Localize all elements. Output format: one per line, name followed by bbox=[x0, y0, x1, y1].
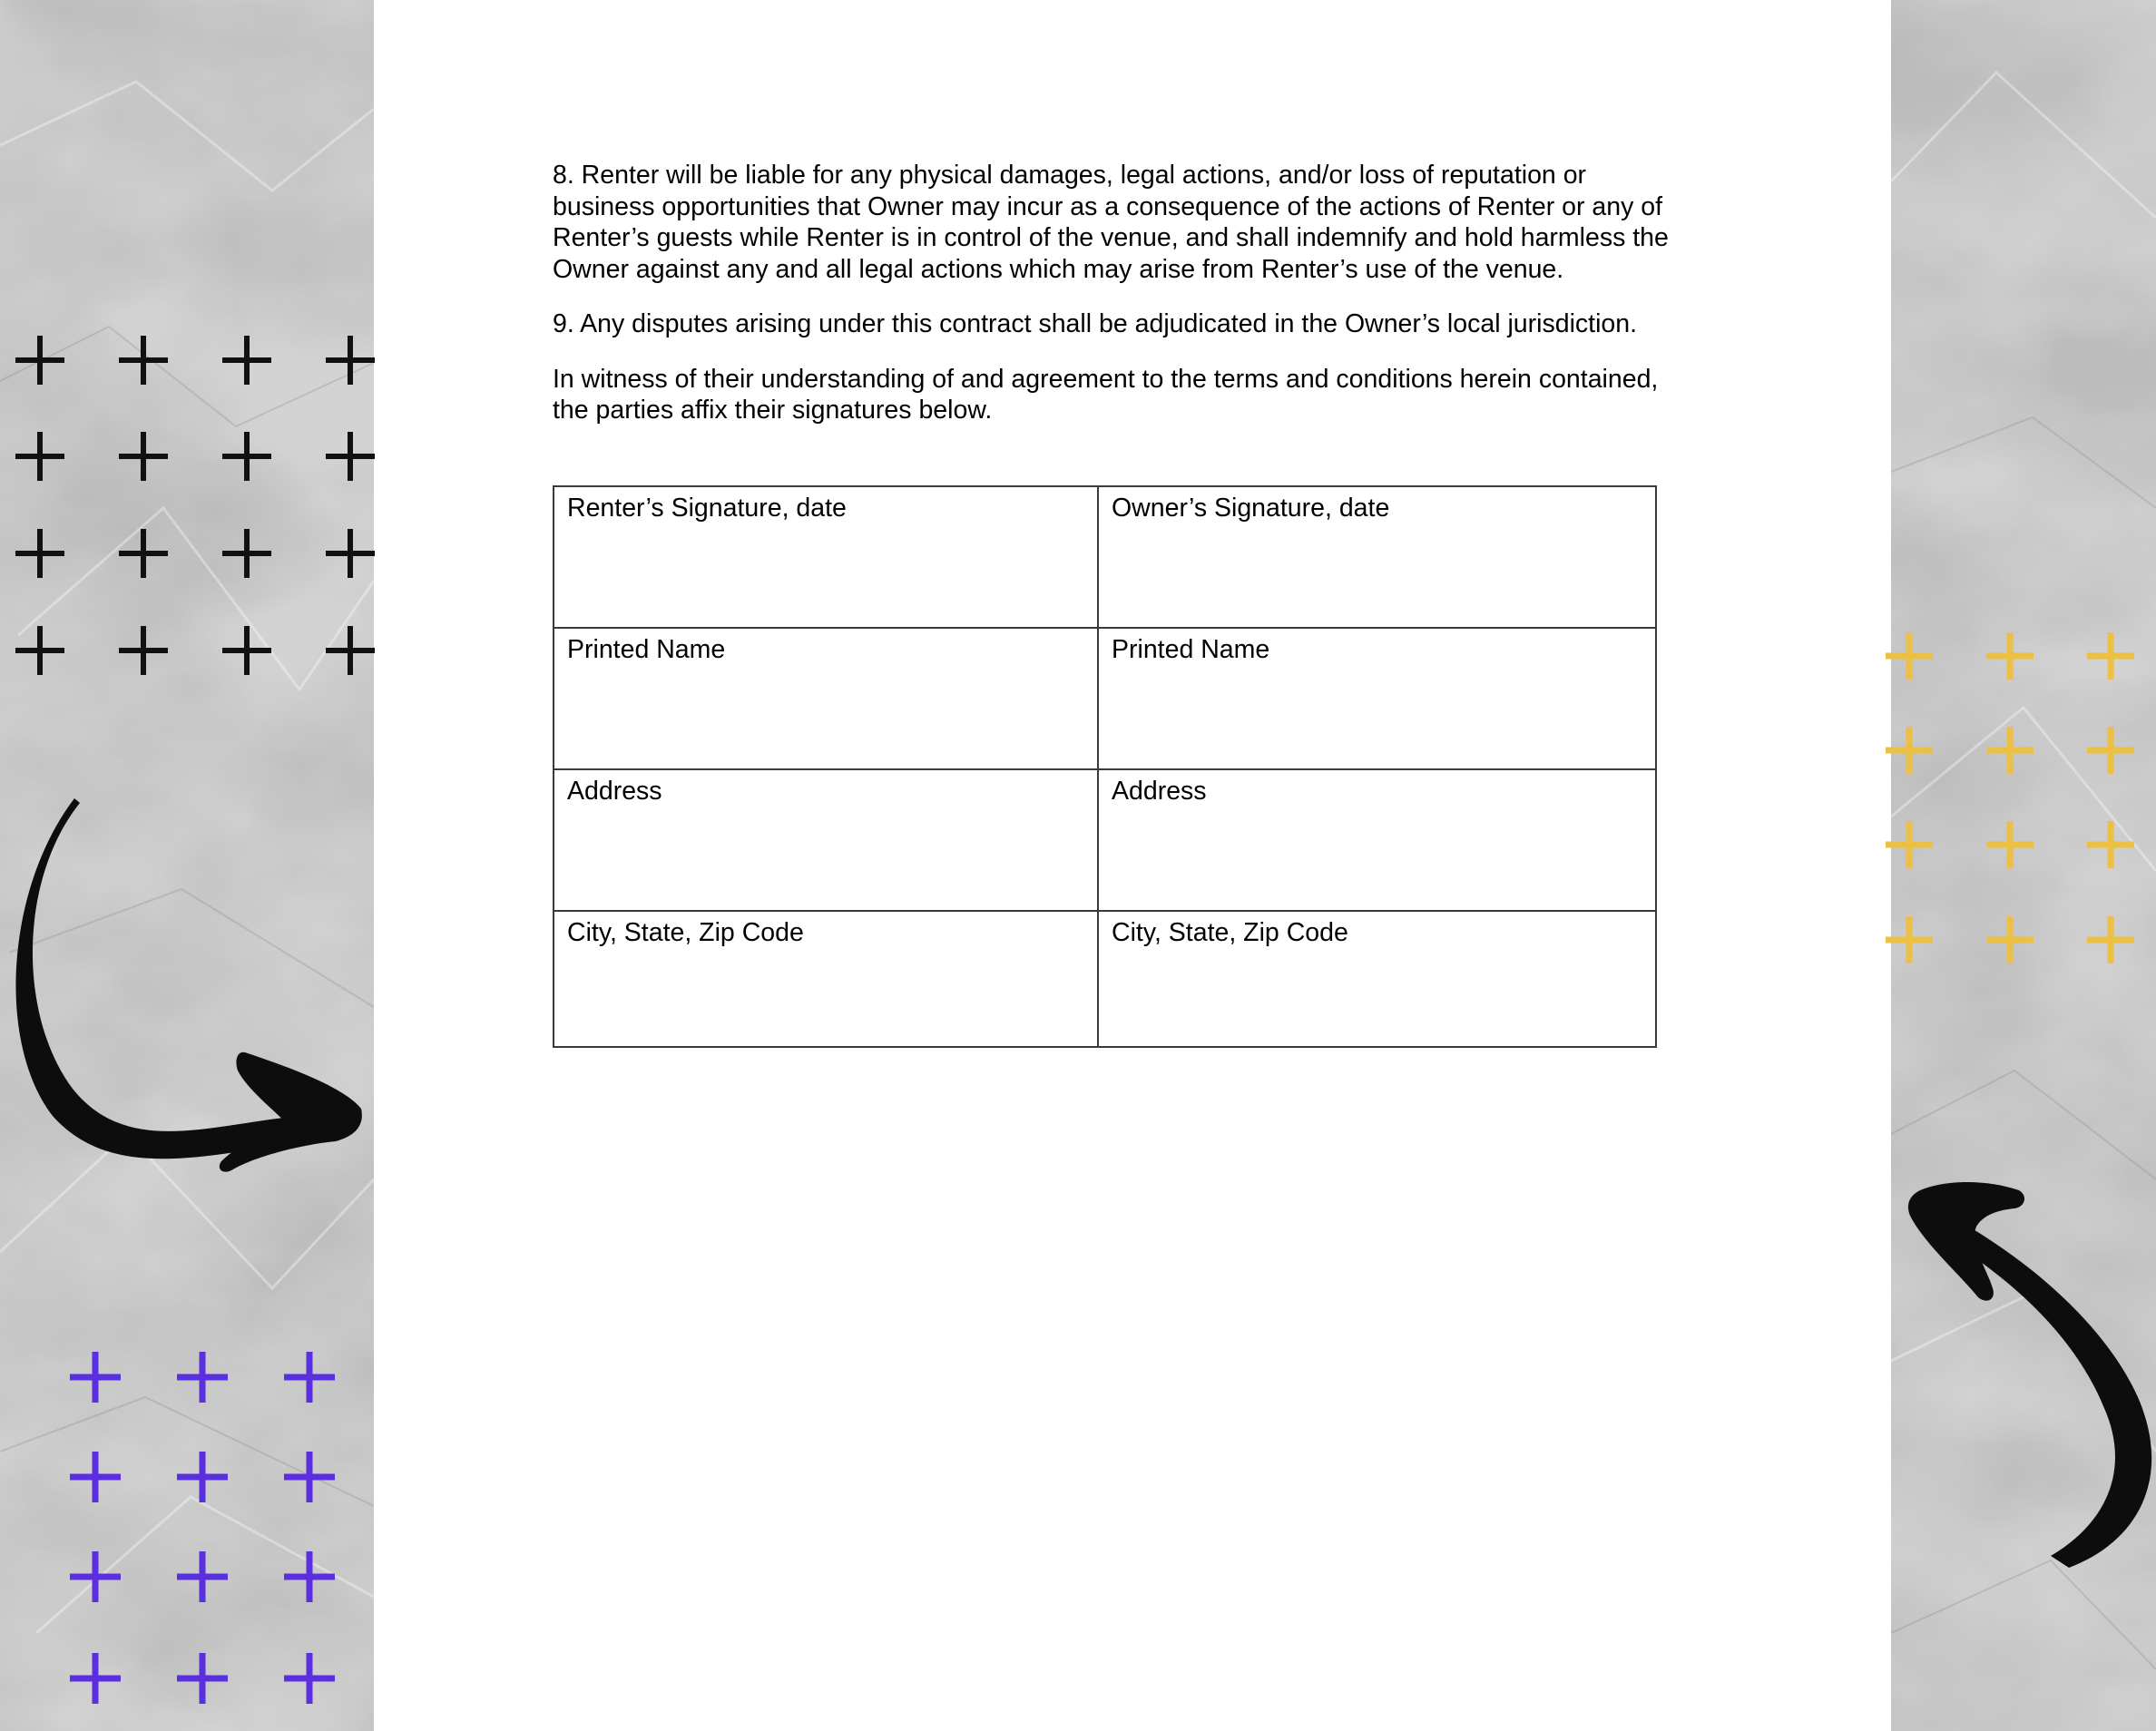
plus-icon bbox=[222, 529, 271, 578]
plus-icon bbox=[326, 432, 375, 481]
plus-icon bbox=[284, 1452, 335, 1502]
plus-icon bbox=[1886, 632, 1933, 680]
plus-icon bbox=[2087, 632, 2134, 680]
plus-icon bbox=[119, 336, 168, 385]
plus-icon bbox=[177, 1352, 228, 1403]
plus-icon bbox=[1986, 632, 2034, 680]
witness-statement: In witness of their understanding of and agreement to the terms and conditions herein contained, the parties affix their signatures below. bbox=[553, 364, 1659, 425]
plus-icon bbox=[222, 336, 271, 385]
plus-icon bbox=[177, 1653, 228, 1704]
renter-address-field[interactable]: Address bbox=[554, 769, 1098, 911]
plus-icon bbox=[119, 432, 168, 481]
curved-arrow-icon bbox=[15, 798, 299, 1159]
plus-icon bbox=[2087, 821, 2134, 868]
plus-icon bbox=[2087, 916, 2134, 963]
plus-icon bbox=[284, 1551, 335, 1602]
plus-icon bbox=[1986, 727, 2034, 774]
plus-icon bbox=[284, 1653, 335, 1704]
plus-icon bbox=[15, 432, 64, 481]
plus-icon bbox=[1986, 916, 2034, 963]
plus-icon bbox=[119, 529, 168, 578]
clause-8: 8. Renter will be liable for any physical damages, legal actions, and/or loss of reputation or business opportunities that Owner may incur as a consequence of the actions of Renter or any of Renter’s guests while Renter is in control of the venue, and shall indemnify and hold harmless the Owner against any and all legal actions which may arise from Renter’s use of the venue. bbox=[553, 161, 1669, 284]
plus-icon bbox=[222, 432, 271, 481]
clause-9: 9. Any disputes arising under this contract shall be adjudicated in the Owner’s local jurisdiction. bbox=[553, 309, 1638, 338]
plus-grid-purple bbox=[70, 1352, 335, 1704]
plus-icon bbox=[119, 626, 168, 675]
plus-icon bbox=[70, 1352, 121, 1403]
curved-arrow-icon bbox=[1908, 1182, 2024, 1301]
plus-icon bbox=[177, 1452, 228, 1502]
curved-arrow-icon bbox=[220, 1052, 362, 1172]
owner-signature-field[interactable]: Owner’s Signature, date bbox=[1098, 486, 1656, 628]
plus-icon bbox=[177, 1551, 228, 1602]
plus-icon bbox=[1886, 821, 1933, 868]
owner-address-field[interactable]: Address bbox=[1098, 769, 1656, 911]
plus-grid-yellow bbox=[1886, 632, 2134, 963]
plus-icon bbox=[222, 626, 271, 675]
plus-icon bbox=[2087, 727, 2134, 774]
plus-icon bbox=[15, 529, 64, 578]
plus-icon bbox=[284, 1352, 335, 1403]
plus-icon bbox=[326, 626, 375, 675]
plus-icon bbox=[70, 1551, 121, 1602]
renter-printed-name-field[interactable]: Printed Name bbox=[554, 628, 1098, 769]
owner-printed-name-field[interactable]: Printed Name bbox=[1098, 628, 1656, 769]
renter-signature-field[interactable]: Renter’s Signature, date bbox=[554, 486, 1098, 628]
plus-icon bbox=[1986, 821, 2034, 868]
plus-icon bbox=[1886, 916, 1933, 963]
plus-icon bbox=[70, 1452, 121, 1502]
plus-grid-black bbox=[15, 336, 375, 675]
curved-arrow-icon bbox=[15, 798, 361, 1172]
plus-icon bbox=[70, 1653, 121, 1704]
curved-arrow-icon bbox=[1908, 1182, 2151, 1568]
plus-icon bbox=[326, 529, 375, 578]
plus-icon bbox=[326, 336, 375, 385]
owner-city-state-zip-field[interactable]: City, State, Zip Code bbox=[1098, 911, 1656, 1047]
renter-city-state-zip-field[interactable]: City, State, Zip Code bbox=[554, 911, 1098, 1047]
plus-icon bbox=[15, 626, 64, 675]
plus-icon bbox=[1886, 727, 1933, 774]
plus-icon bbox=[15, 336, 64, 385]
